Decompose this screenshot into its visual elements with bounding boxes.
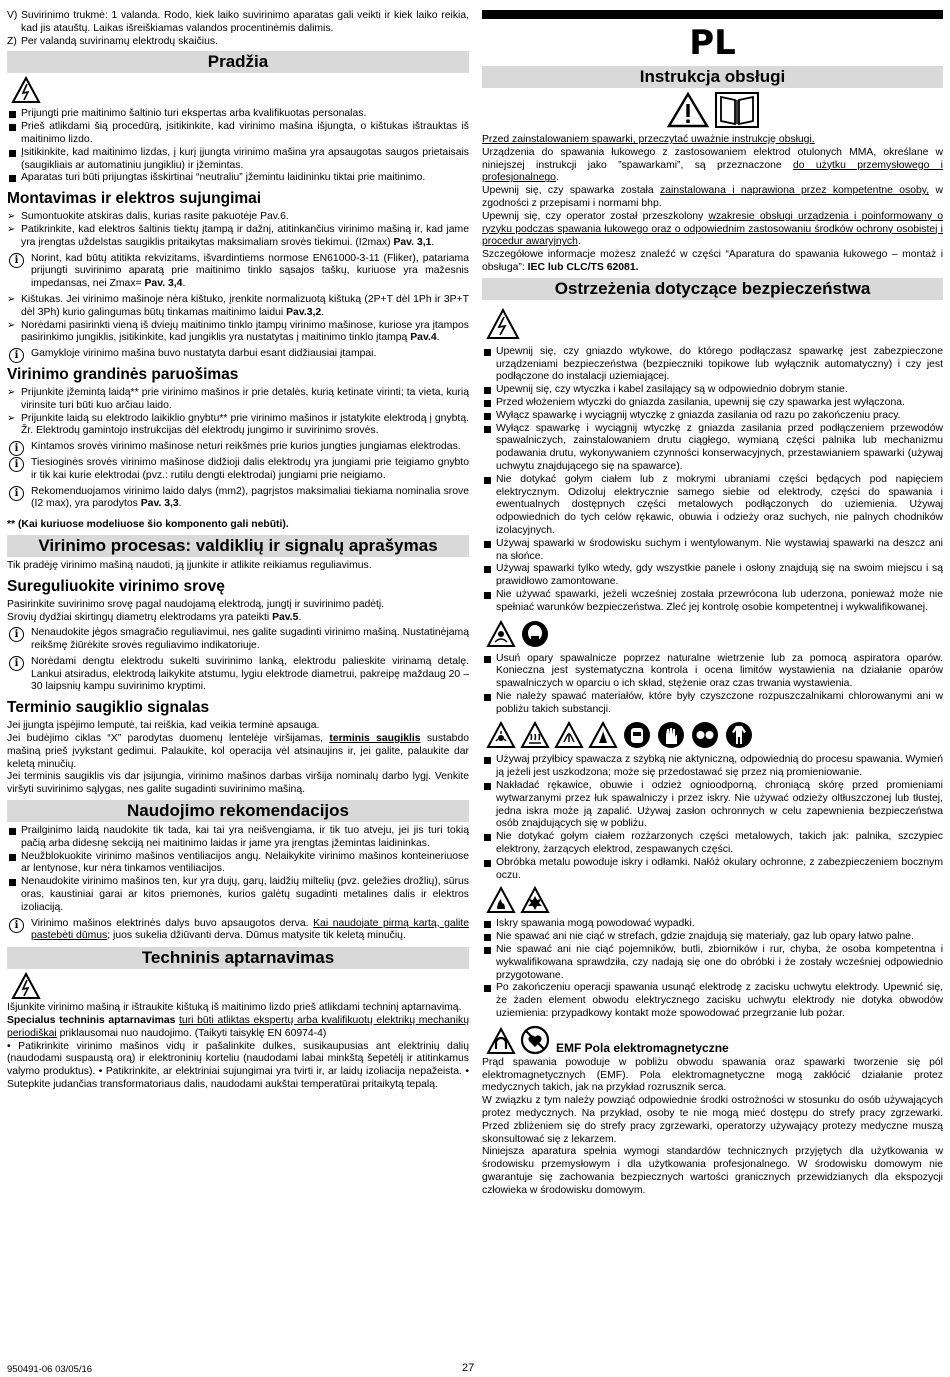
no-pacemaker-icon [520,1025,550,1055]
section-naud-title: Naudojimo rekomendacijos [7,800,469,822]
tech-p1: Išjunkite virinimo mašiną ir ištraukite kištuką iš maitinimo lizdo prieš atlikdami techninį aptarnavimą. [7,1002,462,1014]
sureg-info-1: i Nenaudokite jėgos smagračio reguliavimui, nes galite sugadinti virinimo mašiną. Nustatinėjamą reikšmę žiūrėkite srovės reguliavimo indikatoriuje. [7,627,469,653]
section-procesas-title: Virinimo procesas: valdiklių ir signalų aprašymas [7,535,469,557]
safety-item: Nakładać rękawice, obuwie i odzież ognioodporną, chroniącą skórę przed promieniami wytwarzanymi przez łuk spawalniczy i przez iskry. Nie używać odzieży oltłuszczonej lub tłustej, jedna iskra może ją zapalić. Używaj zasłon ochronnych w celu zapewnienia bezpieczeństwa osób znajdujących się w pobliżu. [482,780,943,831]
safety-group-fire [482,918,943,1020]
mont-item-1: ➢ Sumontuokite atskiras dalis, kurias rasite pakuotėje Pav.6. [7,211,469,224]
emf-title: EMF Pola elektromagnetyczne [556,1041,729,1056]
safety-item: Przed włożeniem wtyczki do gniazda zasilania, upewnij się czy spawarka jest wyłączona. [482,397,943,410]
sureg-p2: Srovių dydžiai skirtingų diametrų elektrodams yra pateikti Pav.5. [7,611,302,623]
section-sureg-title: Sureguliuokite virinimo srovę [7,577,225,595]
info-icon: i [9,253,24,268]
safety-item: Upewnij się, czy gniazdo wtykowe, do którego podłączasz spawarkę jest zabezpieczone urządzeniami bezpieczeństwa (bezpieczniki topikowe lub wyłącznik automatyczny) i czy jest podłączone do instalacji uziemiającej. [482,346,943,384]
magnetic-field-icon [486,1027,516,1055]
document-code: 950491-06 03/05/16 [7,1364,93,1375]
mont-item-3: ➢ Kištukas. Jei virinimo mašinoje nėra kištuko, įrenkite normalizuotą kištuką (2P+T dėl 1Ph ir 3P+T dėl 3Ph) kurio galingumas būtų tinkamas maitinimo laidui Pav.3,2. [7,294,469,320]
tech-p2: Specialus techninis aptarnavimas turi būti atliktas ekspertų arba kvalifikuotų elektrikų mechanikų periodiškai priklausomai nuo naudojimo. (Taikyti taisyklę EN 60974-4) [7,1015,469,1039]
section-term-title: Terminio saugiklio signalas [7,699,210,717]
gr-item-1: ➢ Prijunkite įžemintą laidą** prie virinimo mašinos ir prie detalės, kurią ketinate virinti; ta vieta, kurią virinsite turi būti kuo arčiau laido. [7,387,469,413]
top-item [7,10,469,36]
top-black-rule [482,10,943,19]
naud-item: Neužblokuokite virinimo mašinos ventiliacijos angų. Nelaikykite virinimo mašinos konteineriuose ar lentynose, kur nėra tinkamos ventiliacijos. [7,851,469,877]
intro-p3: Upewnij się, czy spawarka została zainstalowana i naprawiona przez kompetentne osoby, w zgodności z przepisami i normami bhp. [482,185,944,209]
intro-p2: Urządzenia do spawania łukowego z zastosowaniem elektrod otulonych MMA, określane w niniejszej instrukcji jako ”spawarkami”, są przeznaczone do użytku przemysłowego i profesjonalnego. [482,146,943,184]
term-p1: Jei įjungta įspėjimo lemputė, tai reiškia, kad veikia terminė apsauga. [7,720,320,732]
info-icon: i [9,348,24,363]
electric-warning-icon [11,972,469,1000]
read-manual-icon [715,92,759,128]
naud-item: Nenaudokite virinimo mašinos ten, kur yra dujų, garų, laidžių miltelių (pvz. geležies drožlių), sūrus oras, kaustiniai garai ar kitos priemonės, kurios galėtų sugadinti metalines dalis ir elektros izoliaciją. [7,876,469,914]
hot-surface-icon [520,721,550,749]
fire-hazard-icon [486,886,516,914]
emf-p3: Niniejsza aparatura spełnia wymogi standardów technicznych przyjętych dla użytkowania w środowisku przemysłowym i dla użytkowania profesjonalnego. W środowisku domowym nie gwarantuje się zachowania bezpiecznych wartości granicznych przewidzianych dla ekspozycji człowieka w środowisku domowym. [482,1146,943,1196]
top-item [7,36,469,49]
safety-group-fumes [482,653,943,717]
pradzia-item: Prieš atlikdami šią procedūrą, įsitikinkite, kad virinimo mašina išjungta, o kištukas ištrauktas iš maitinimo lizdo. [7,121,469,147]
gr-note: ** (Kai kuriuose modeliuose šio komponento gali nebūti). [7,519,289,531]
section-ostrz-title: Ostrzeżenia dotyczące bezpieczeństwa [482,278,943,300]
section-pradzia-title: Pradžia [7,51,469,73]
info-icon: i [9,486,24,501]
page-number: 27 [462,1362,475,1374]
pradzia-list [7,108,469,185]
protective-clothing-icon [724,720,754,750]
intro-p1: Przed zainstalowaniem spawarki, przeczytać uważnie instrukcję obsługi. [482,134,815,145]
gr-info-1: i Kintamos srovės virinimo mašinose neturi reikšmės prie kurios jungties jungiamas elektrodas. [7,441,469,454]
safety-item: Używaj spawarki w środowisku suchym i wentylowanym. Nie wystawiaj spawarki na deszcz ani na słońce. [482,538,943,564]
pradzia-item: Įsitikinkite, kad maitinimo lizdas, į kurį įjungta virinimo mašina yra apsaugotas saugos prietaisais (saugikliais ar automatiniu jungikliu) ir įžemintas. [7,147,469,173]
explosion-hazard-icon [520,886,550,914]
ppe-icons [486,720,943,750]
burn-hazard-icon [588,721,618,749]
radiation-warning-icon [486,721,516,749]
mont-info-2: i Gamykloje virinimo mašina buvo nustatyta darbui esant didžiausiai įtampai. [7,348,469,361]
safety-item: Nie należy spawać materiałów, które były czyszczone rozpuszczalnikami chlorowanymi ani w pobliżu takich substancji. [482,691,943,717]
top-item-text: Per valandą suvirinamų elektrodų skaičius. [21,35,218,47]
gr-info-2: i Tiesioginės srovės virinimo mašinose didžioji dalis elektrodų yra jungiami prie teigiamo gnybto ir tik kai kurie elektrodai (pvz.: rutilu dengti elektrodai) jungiami prie neigiamo. [7,457,469,483]
term-p3: Jei terminis saugiklis vis dar įsijungia, virinimo mašinos darbas viršija nominalų darbo lygį. Venkite viršyti suvirinimo sąlygas, nes galite sugadinti suvirinimo mašiną. [7,771,469,796]
safety-item: Nie spawać ani nie ciąć w strefach, gdzie znajdują się materiały, gaz lub opary łatwo palne. [482,931,943,944]
top-item-key: Z) [7,35,17,47]
safety-item: Używaj spawarki tylko wtedy, gdy wszystkie panele i osłony znajdują się na swoim miejscu i są prawidłowo zamontowane. [482,563,943,589]
safety-group-ppe [482,754,943,882]
info-icon: i [9,627,24,642]
safety-item: Nie używać spawarki, jeżeli wcześniej została przewrócona lub uderzona, ponieważ może nie spełniać warunków bezpieczeństwa. Zleć jej kontrolę osobie kompetentnej i wykwalifikowanej. [482,589,943,615]
naud-list [7,825,469,915]
toxic-fumes-icon [486,620,516,648]
naud-item: Prailginimo laidą naudokite tik tada, kai tai yra neišvengiama, ir tik tuo atveju, jei jis turi tokią pačią arba didesnę sekciją nei maitinimo laidas ir jame yra įrengtas įžemintas laidininkas. [7,825,469,851]
top-item-key: V) [7,10,18,21]
fire-icons [486,886,943,914]
emf-p1: Prąd spawania powoduje w pobliżu obwodu spawania oraz spawarki tworzenie się pól elektromagnetycznych (EMF). Pola elektromagnetyczne mogą zakłócić działanie protez medycznych takich, jak na przykład rozrusznik serca. [482,1056,943,1094]
warning-triangle-icon [667,92,709,128]
mont-item-2: ➢ Patikrinkite, kad elektros šaltinis tiektų įtampą ir dažnį, atitinkančius virinimo mašiną ir, kad jame yra įrengtas uždelstas saugiklis pritaikytas maksimaliam srovės tiekimui. (I2max) Pav. 3,1. [7,224,469,250]
safety-item: Nie spawać ani nie ciąć pojemników, butli, zbiorników i rur, chyba, że osoba kompetentna i wykwalifikowana sprawdziła, czy nadają się one do obróbki i że zostały wcześniej odpowiednio przygotowane. [482,944,943,982]
pradzia-item: Aparatas turi būti prijungtas išskirtinai “neutraliu” įžemintu laidininku tiktai prie maitinimo. [7,172,469,185]
language-code: PL [689,23,736,63]
welding-mask-icon [622,720,652,750]
fumes-icons [486,619,943,649]
section-grandines-title: Virinimo grandinės paruošimas [7,365,239,383]
goggles-icon [690,720,720,750]
section-montavimas-title: Montavimas ir elektros sujungimai [7,190,262,208]
safety-item: Iskry spawania mogą powodować wypadki. [482,918,943,931]
info-icon: i [9,918,24,933]
info-icon: i [9,441,24,456]
section-instr-title: Instrukcja obsługi [482,66,943,88]
safety-item: Usuń opary spawalnicze poprzez naturalne wietrzenie lub za pomocą aspiratora oparów. Konieczna jest systematyczna kontrola i ocena limitów wystawienia na działanie oparów spawalniczych w oparciu o ich skład, stężenie oraz czas trwania wystawienia. [482,653,943,691]
safety-item: Nie dotykać gołym ciałem lub z mokrymi ubraniami części będących pod napięciem elektrycznym. Odizoluj elektrycznie samego siebie od elektrody, części do spawania i ewentualnych dostępnych części metalowych podłączonych do uziemienia. Używaj odpowiednich do tych celów rękawic, obuwia i odzieży oraz suchych, nie palnych chodników izolacyjnych. [482,474,943,538]
mont-item-4: ➢ Norėdami pasirinkti vieną iš dviejų maitinimo tinklo įtampų virinimo mašinose, kuriose yra įtampos pasirinkimo jungiklis, įsitikinkite, kad jungiklis yra nustatytas į maitinimo tinklo įtampą Pav.4. [7,320,469,346]
term-p2: Jei budėjimo ciklas “X” parodytas duomenų lentelėje viršijamas, terminis saugiklis sustabdo mašiną prieš įvykstant gedimui. Palaukite, kol operacija vėl atsinaujins ir, jei galite, palaukite dar keletą minučių. [7,733,470,770]
left-column [7,10,469,1092]
safety-item: Wyłącz spawarkę i wyciągnij wtyczkę z gniazda zasilania od razu po zakończeniu pracy. [482,410,943,423]
electric-warning-icon [11,76,469,104]
safety-group-electric [482,346,943,615]
top-list [7,10,469,48]
gr-item-2: ➢ Prijunkite laidą su elektrodo laikiklio gnybtu** prie virinimo mašinos ir įstatykite elektrodą į gnybtą. Žr. Elektrodų gamintojo instrukcijas dėl elektrodų jungimo ir suvirinimo srovės. [7,413,469,439]
gloves-icon [656,720,686,750]
safety-item: Po zakończeniu operacji spawania usunąć elektrodę z zacisku uchwytu elektrody. Upewnić się, że żaden element obwodu elektrycznego zacisku uchwytu elektrody nie dotyka obwodów uziemienia: przypadkowy kontakt może spowodować przegrzanie lub pożar. [482,982,943,1020]
safety-item: Wyłącz spawarkę i wyciągnij wtyczkę z gniazda zasilania przed podłączeniem przewodów spawalniczych, zainstalowaniem drutu ciągłego, wymianą części palnika lub mechanizmu podawania drutu, wykonywaniem czynności konserwacyjnych, przestawianiem spawarki (używaj uchwytu znajdującego się na spawarce). [482,423,943,474]
sureg-info-2: i Norėdami dengtu elektrodu sukelti suvirinimo lanką, elektrodu palieskite virinamą detalę. Lankui atsiradus, elektrodą laikykite atstumu, lygiu elektrode diametrui, pakreipę maždaug 20 – 30 laipsnių kampu suvirinimo kryptimi. [7,656,469,694]
info-icon: i [9,457,24,472]
sureg-p1: Pasirinkite suvirinimo srovę pagal naudojamą elektrodą, jungtį ir suvirinimo padėtį. [7,598,385,610]
intro-p5: Szczegółowe informacje możesz znaleźć w części “Aparatura do spawania łukowego – montaż i obsługa”: IEC lub CLC/TS 62081. [482,249,943,273]
intro-p4: Upewnij się, czy operator został przeszkolony wzakresie obsługi urządzenia i poinformowany o ryzyku podczas spawania łukowego oraz o odpowiednim zastosowaniu środków ochrony osobistej i procedur awaryjnych. [482,210,944,248]
tech-p3: • Patikrinkite virinimo mašinos vidų ir pašalinkite dulkes, susikaupusias ant elektrinių dalių (naudodami suspaustą orą) ir elektroninių korteliu (naudodami labai minkštą šepetėlį ir atitinkamus valymo produktus). • Patikrinkite, ar elektriniai sujungimai yra tvirti ir, ar laidų izoliacija nepažeista. • Sutepkite judančias transformatoriaus dalis, naudodami aukštai temperatūrai pritaikytą tepalą. [7,1040,469,1091]
emf-p2: W związku z tym należy powziąć odpowiednie środki ostrożności w stosunku do osób używających protez medycznych. Na przykład, osoby te nie mogą mieć dostępu do strefy pracy zgrzewarki. Przed zbliżeniem się do strefy pracy zgrzewarki, operatorzy używający protezy medyczne muszą skonsultować się z lekarzem. [482,1095,943,1145]
respirator-icon [520,619,550,649]
mont-info-1: i Norint, kad būtų atitikta rekvizitams, išvardintiems normose EN61000-3-11 (Fliker), patariama prijungti suvirinimo aparatą prie maitinimo tinklo sąsajos taškų, kuriuose yra mažesnis impedansas, nei Zmax= Pav. 3,4. [7,253,469,291]
electric-warning-icon [486,308,943,340]
safety-item: Używaj przyłbicy spawacza z szybką nie aktyniczną, odpowiednią do procesu spawania. Wymień ją jeżeli jest uszkodzona; może się przedostawać się przez nią promieniowanie. [482,754,943,780]
sparks-warning-icon [554,721,584,749]
section-tech-title: Techninis aptarnavimas [7,947,469,969]
safety-item: Upewnij się, czy wtyczka i kabel zasilający są w odpowiednio dobrym stanie. [482,384,943,397]
naud-info-1: i Virinimo mašinos elektrinės dalys buvo apsaugotos derva. Kai naudojate pirmą kartą, galite pastebėti dūmus; juos sukelia džiūvanti derva. Dūmus matysite tik keletą minučių. [7,918,469,944]
top-item-text: Suvirinimo trukmė: 1 valanda. Rodo, kiek laiko suvirinimo aparatas gali veikti ir kiek laiko reikia, kad jis atauštų. Laikas išreiškiamas valandos procentinėmis dalimis. [21,10,469,34]
safety-item: Nie dotykać gołym ciałem rozżarzonych części metalowych, takich jak: palnika, szczypiec elektrony, żarzących elektrod, zespawanych części. [482,831,943,857]
emf-header [486,1025,943,1055]
manual-warning-icons [482,92,943,128]
info-icon: i [9,656,24,671]
right-column [482,10,943,1198]
safety-item: Obróbka metalu powoduje iskry i odłamki. Nałóż okulary ochronne, z zabezpieczeniem bocznym oczu. [482,857,943,883]
gr-info-3: i Rekomenduojamos virinimo laido dalys (mm2), pagrįstos maksimaliai tiekiama nominalia srove (I2 max), yra parodytos Pav. 3,3. [7,486,469,512]
procesas-text: Tik pradėję virinimo mašiną naudoti, ją įjunkite ir atlikite reikiamus reguliavimus. [7,559,372,571]
pradzia-item: Prijungti prie maitinimo šaltinio turi ekspertas arba kvalifikuotas personalas. [7,108,469,121]
